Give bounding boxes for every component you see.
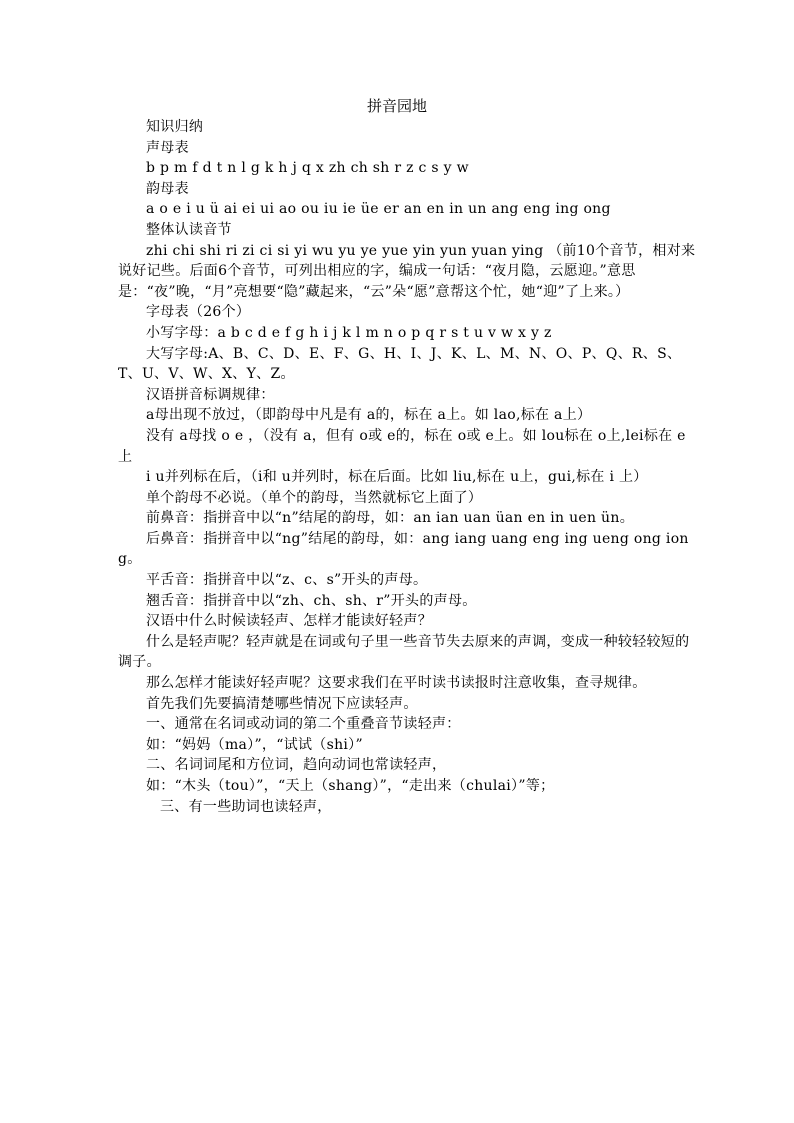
paragraph: 后鼻音：指拼音中以“ng”结尾的韵母，如：ang iang uang eng ing ueng ong iong。 [118, 530, 689, 568]
paragraph: 没有 a母找 o e ，（没有 a，但有 o或 e的，标在 o或 e上。如 lou标在 o上,lei标在 e上 [118, 427, 686, 465]
paragraph: 字母表（26个） [146, 304, 251, 321]
paragraph: 如：“妈妈（ma）”，“试试（shi）” [146, 736, 363, 753]
paragraph: 二、名词词尾和方位词，趋向动词也常读轻声， [146, 757, 447, 774]
paragraph: 知识归纳 [146, 119, 204, 135]
paragraph: zhi chi shi ri zi ci si yi wu yu ye yue yin yun yuan ying （前10个音节，相对来说好记些。后面6个音节，可列出相应的字，编成一句话：“夜月隐，云愿迎。”意思是：“夜”晚，“月”亮想要“隐”藏起来，“云”朵“愿”意帮这个忙，她“迎”了上来。） [118, 242, 696, 300]
paragraph: 小写字母：a b c d e f g h i j k l m n o p q r s t u v w x y z [146, 324, 552, 341]
paragraph: 三、有一些助词也读轻声， [160, 798, 332, 815]
paragraph: 整体认读音节 [146, 221, 232, 238]
paragraph: 声母表 [146, 139, 189, 156]
paragraph: i u并列标在后，（i和 u并列时，标在后面。比如 liu,标在 u上，gui,标在 i 上） [146, 469, 648, 486]
paragraph: 翘舌音：指拼音中以“zh、ch、sh、r”开头的声母。 [146, 592, 477, 609]
paragraph: 韵母表 [146, 180, 189, 197]
paragraph: 汉语中什么时候读轻声、怎样才能读好轻声？ [146, 613, 432, 630]
paragraph: 什么是轻声呢？轻声就是在词或句子里一些音节失去原来的声调，变成一种较轻较短的调子。 [118, 633, 690, 671]
document-body [118, 117, 698, 817]
paragraph: 一、通常在名词或动词的第二个重叠音节读轻声： [146, 716, 461, 733]
paragraph: 大写字母:A、B、C、D、E、F、G、H、I、J、K、L、M、N、O、P、Q、R、S、T、U、V、W、X、Y、Z。 [118, 345, 682, 383]
paragraph: 前鼻音：指拼音中以“n”结尾的韵母，如：an ian uan üan en in uen ün。 [146, 510, 634, 527]
paragraph: 首先我们先要搞清楚哪些情况下应读轻声。 [146, 695, 418, 712]
paragraph: 单个韵母不必说。（单个的韵母，当然就标它上面了） [146, 489, 483, 506]
paragraph: 平舌音：指拼音中以“z、c、s”开头的声母。 [146, 572, 428, 589]
page-title: 拼音园地 [366, 97, 427, 115]
paragraph: a o e i u ü ai ei ui ao ou iu ie üe er an en in un ang eng ing ong [146, 201, 611, 218]
paragraph: b p m f d t n l g k h j q x zh ch sh r z c s y w [146, 160, 469, 177]
paragraph: 汉语拼音标调规律： [146, 386, 275, 403]
paragraph: 如：“木头（tou）”，“天上（shang）”，“走出来（chulai）”等； [146, 778, 555, 794]
paragraph: a母出现不放过，（即韵母中凡是有 a的，标在 a上。如 lao,标在 a上） [146, 407, 592, 424]
paragraph: 那么怎样才能读好轻声呢？这要求我们在平时读书读报时注意收集，查寻规律。 [146, 675, 647, 692]
